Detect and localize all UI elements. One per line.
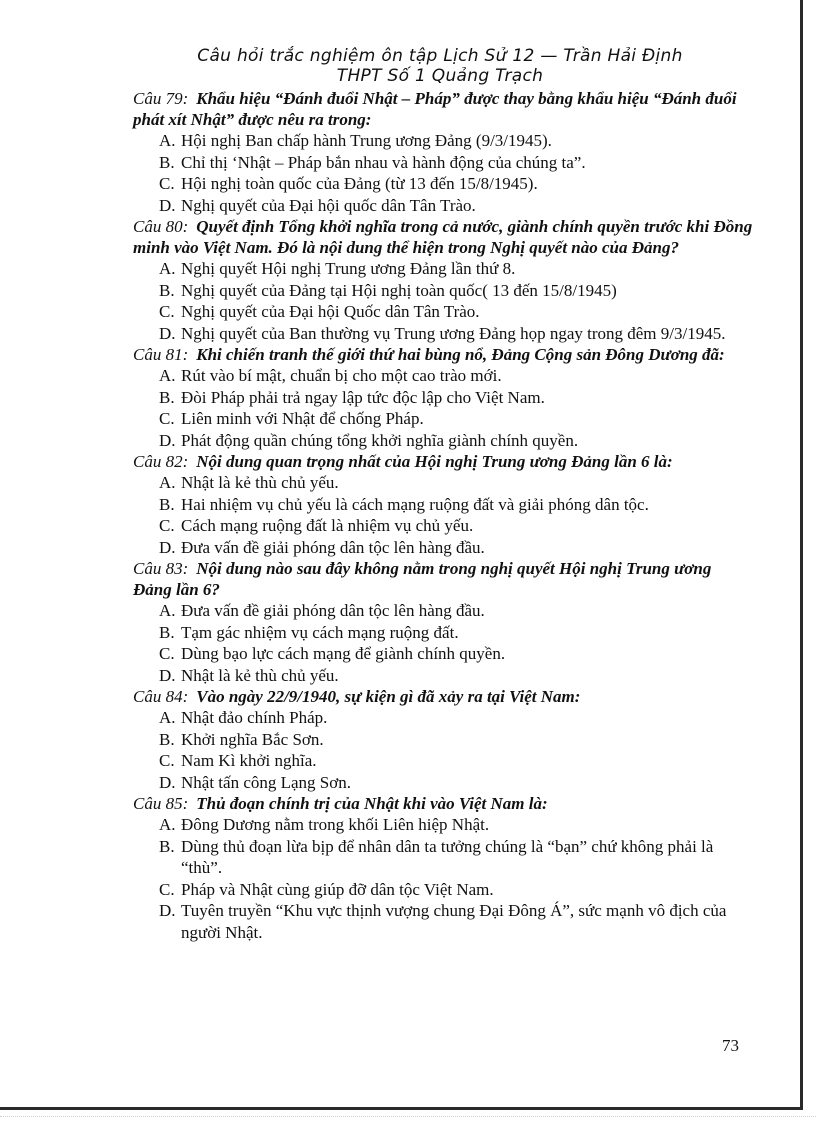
option-letter: B. — [159, 387, 175, 407]
answer-option — [133, 408, 753, 430]
question-80 — [133, 216, 753, 344]
answer-option — [133, 879, 753, 901]
question-heading — [133, 686, 753, 707]
question-81 — [133, 344, 753, 451]
option-text: Đưa vấn đề giải phóng dân tộc lên hàng đầu. — [181, 601, 485, 620]
question-heading — [133, 793, 753, 814]
answer-option — [133, 622, 753, 644]
question-number: Câu 83: — [133, 559, 189, 578]
answer-option — [133, 387, 753, 409]
answer-option — [133, 130, 753, 152]
answer-option — [133, 900, 753, 943]
question-heading — [133, 88, 753, 130]
option-text: Nghị quyết của Đại hội Quốc dân Tân Trào. — [181, 302, 480, 321]
option-letter: C. — [159, 644, 175, 663]
option-letter: C. — [159, 751, 175, 770]
answer-option — [133, 173, 753, 195]
answer-option — [133, 494, 753, 516]
question-83 — [133, 558, 753, 686]
option-letter: B. — [159, 729, 175, 749]
option-text: Cách mạng ruộng đất là nhiệm vụ chủ yếu. — [181, 516, 474, 535]
answer-option — [133, 643, 753, 665]
option-text: Dùng bạo lực cách mạng để giành chính quyền. — [181, 644, 506, 663]
answer-option — [133, 814, 753, 836]
option-letter: A. — [159, 708, 176, 727]
option-text: Đông Dương nằm trong khối Liên hiệp Nhật. — [181, 815, 490, 834]
question-text: Thủ đoạn chính trị của Nhật khi vào Việt Nam là: — [196, 794, 548, 813]
answer-option — [133, 301, 753, 323]
option-letter: C. — [159, 879, 175, 899]
option-text: Hai nhiệm vụ chủ yếu là cách mạng ruộng đất và giải phóng dân tộc. — [181, 494, 649, 514]
option-letter: D. — [159, 195, 176, 215]
option-text: Hội nghị Ban chấp hành Trung ương Đảng (9/3/1945). — [181, 131, 552, 150]
option-letter: A. — [159, 815, 176, 834]
option-letter: D. — [159, 665, 176, 685]
question-heading — [133, 451, 753, 472]
question-text: Quyết định Tổng khởi nghĩa trong cả nước, giành chính quyền trước khi Đồng minh vào Việt Nam. Đó là nội dung thể hiện trong Nghị quyết nào của Đảng? — [133, 217, 753, 257]
option-text: Pháp và Nhật cùng giúp đỡ dân tộc Việt Nam. — [181, 879, 494, 899]
option-text: Nghị quyết của Đại hội quốc dân Tân Trào. — [181, 195, 476, 215]
option-letter: A. — [159, 366, 176, 385]
answer-option — [133, 323, 753, 345]
option-letter: D. — [159, 772, 176, 792]
answer-option — [133, 472, 753, 494]
option-text: Rút vào bí mật, chuẩn bị cho một cao trào mới. — [181, 366, 502, 385]
option-letter: A. — [159, 473, 176, 492]
question-heading — [133, 216, 753, 258]
option-letter: C. — [159, 302, 175, 321]
option-text: Dùng thủ đoạn lừa bịp để nhân dân ta tưởng chúng là “bạn” chứ không phải là “thù”. — [181, 836, 714, 877]
option-text: Nhật đảo chính Pháp. — [181, 708, 328, 727]
option-text: Đưa vấn đề giải phóng dân tộc lên hàng đầu. — [181, 537, 485, 557]
answer-option — [133, 750, 753, 772]
option-letter: D. — [159, 430, 176, 450]
option-letter: A. — [159, 131, 176, 150]
option-letter: D. — [159, 323, 176, 343]
option-letter: C. — [159, 409, 175, 428]
page-edge — [0, 1116, 816, 1117]
page-header — [160, 46, 720, 86]
option-text: Nhật là kẻ thù chủ yếu. — [181, 473, 339, 492]
question-number: Câu 85: — [133, 794, 189, 813]
option-text: Nhật tấn công Lạng Sơn. — [181, 772, 351, 792]
question-number: Câu 80: — [133, 217, 189, 236]
answer-option — [133, 365, 753, 387]
question-text: Nội dung nào sau đây không nằm trong nghị quyết Hội nghị Trung ương Đảng lần 6? — [133, 559, 712, 599]
header-title: Câu hỏi trắc nghiệm ôn tập Lịch Sử 12 — Trần Hải Định — [197, 46, 683, 66]
question-text: Khi chiến tranh thế giới thứ hai bùng nổ, Đảng Cộng sản Đông Dương đã: — [196, 345, 725, 364]
option-letter: A. — [159, 601, 176, 620]
option-text: Nghị quyết của Đảng tại Hội nghị toàn quốc( 13 đến 15/8/1945) — [181, 280, 617, 300]
question-79 — [133, 88, 753, 216]
option-text: Liên minh với Nhật để chống Pháp. — [181, 409, 424, 428]
option-letter: B. — [159, 280, 175, 300]
answer-option — [133, 836, 753, 879]
question-text: Nội dung quan trọng nhất của Hội nghị Trung ương Đảng lần 6 là: — [196, 452, 673, 471]
answer-option — [133, 707, 753, 729]
option-text: Nhật là kẻ thù chủ yếu. — [181, 665, 339, 685]
question-number: Câu 79: — [133, 89, 189, 108]
option-letter: B. — [159, 494, 175, 514]
question-heading — [133, 558, 753, 600]
option-text: Tuyên truyền “Khu vực thịnh vượng chung Đại Đông Á”, sức mạnh vô địch của người Nhật. — [181, 901, 727, 942]
question-number: Câu 82: — [133, 452, 189, 471]
option-letter: B. — [159, 836, 175, 856]
answer-option — [133, 772, 753, 794]
answer-option — [133, 430, 753, 452]
option-text: Chỉ thị ‘Nhật – Pháp bắn nhau và hành động của chúng ta”. — [181, 152, 586, 172]
question-text: Khẩu hiệu “Đánh đuổi Nhật – Pháp” được thay bằng khẩu hiệu “Đánh đuổi phát xít Nhật” được nêu ra trong: — [133, 89, 737, 129]
option-text: Khởi nghĩa Bắc Sơn. — [181, 729, 324, 749]
question-number: Câu 84: — [133, 687, 189, 706]
answer-option — [133, 537, 753, 559]
question-heading — [133, 344, 753, 365]
question-number: Câu 81: — [133, 345, 189, 364]
option-letter: A. — [159, 259, 176, 278]
answer-option — [133, 152, 753, 174]
question-82 — [133, 451, 753, 558]
option-text: Nam Kì khởi nghĩa. — [181, 751, 317, 770]
page-number: 73 — [722, 1036, 739, 1055]
option-letter: B. — [159, 152, 175, 172]
answer-option — [133, 258, 753, 280]
answer-option — [133, 729, 753, 751]
option-letter: D. — [159, 901, 176, 920]
question-85 — [133, 793, 753, 943]
answer-option — [133, 280, 753, 302]
question-list — [133, 88, 753, 943]
option-text: Đòi Pháp phải trả ngay lập tức độc lập cho Việt Nam. — [181, 387, 545, 407]
question-84 — [133, 686, 753, 793]
option-letter: C. — [159, 174, 175, 193]
answer-option — [133, 665, 753, 687]
option-letter: B. — [159, 622, 175, 642]
option-letter: D. — [159, 537, 176, 557]
option-text: Nghị quyết của Ban thường vụ Trung ương Đảng họp ngay trong đêm 9/3/1945. — [181, 323, 726, 343]
question-text: Vào ngày 22/9/1940, sự kiện gì đã xảy ra tại Việt Nam: — [196, 687, 581, 706]
option-text: Nghị quyết Hội nghị Trung ương Đảng lần thứ 8. — [181, 259, 516, 278]
option-letter: C. — [159, 516, 175, 535]
option-text: Phát động quần chúng tổng khởi nghĩa giành chính quyền. — [181, 430, 579, 450]
header-school: THPT Số 1 Quảng Trạch — [336, 66, 544, 86]
answer-option — [133, 515, 753, 537]
answer-option — [133, 195, 753, 217]
answer-option — [133, 600, 753, 622]
option-text: Hội nghị toàn quốc của Đảng (từ 13 đến 15/8/1945). — [181, 174, 538, 193]
option-text: Tạm gác nhiệm vụ cách mạng ruộng đất. — [181, 622, 459, 642]
